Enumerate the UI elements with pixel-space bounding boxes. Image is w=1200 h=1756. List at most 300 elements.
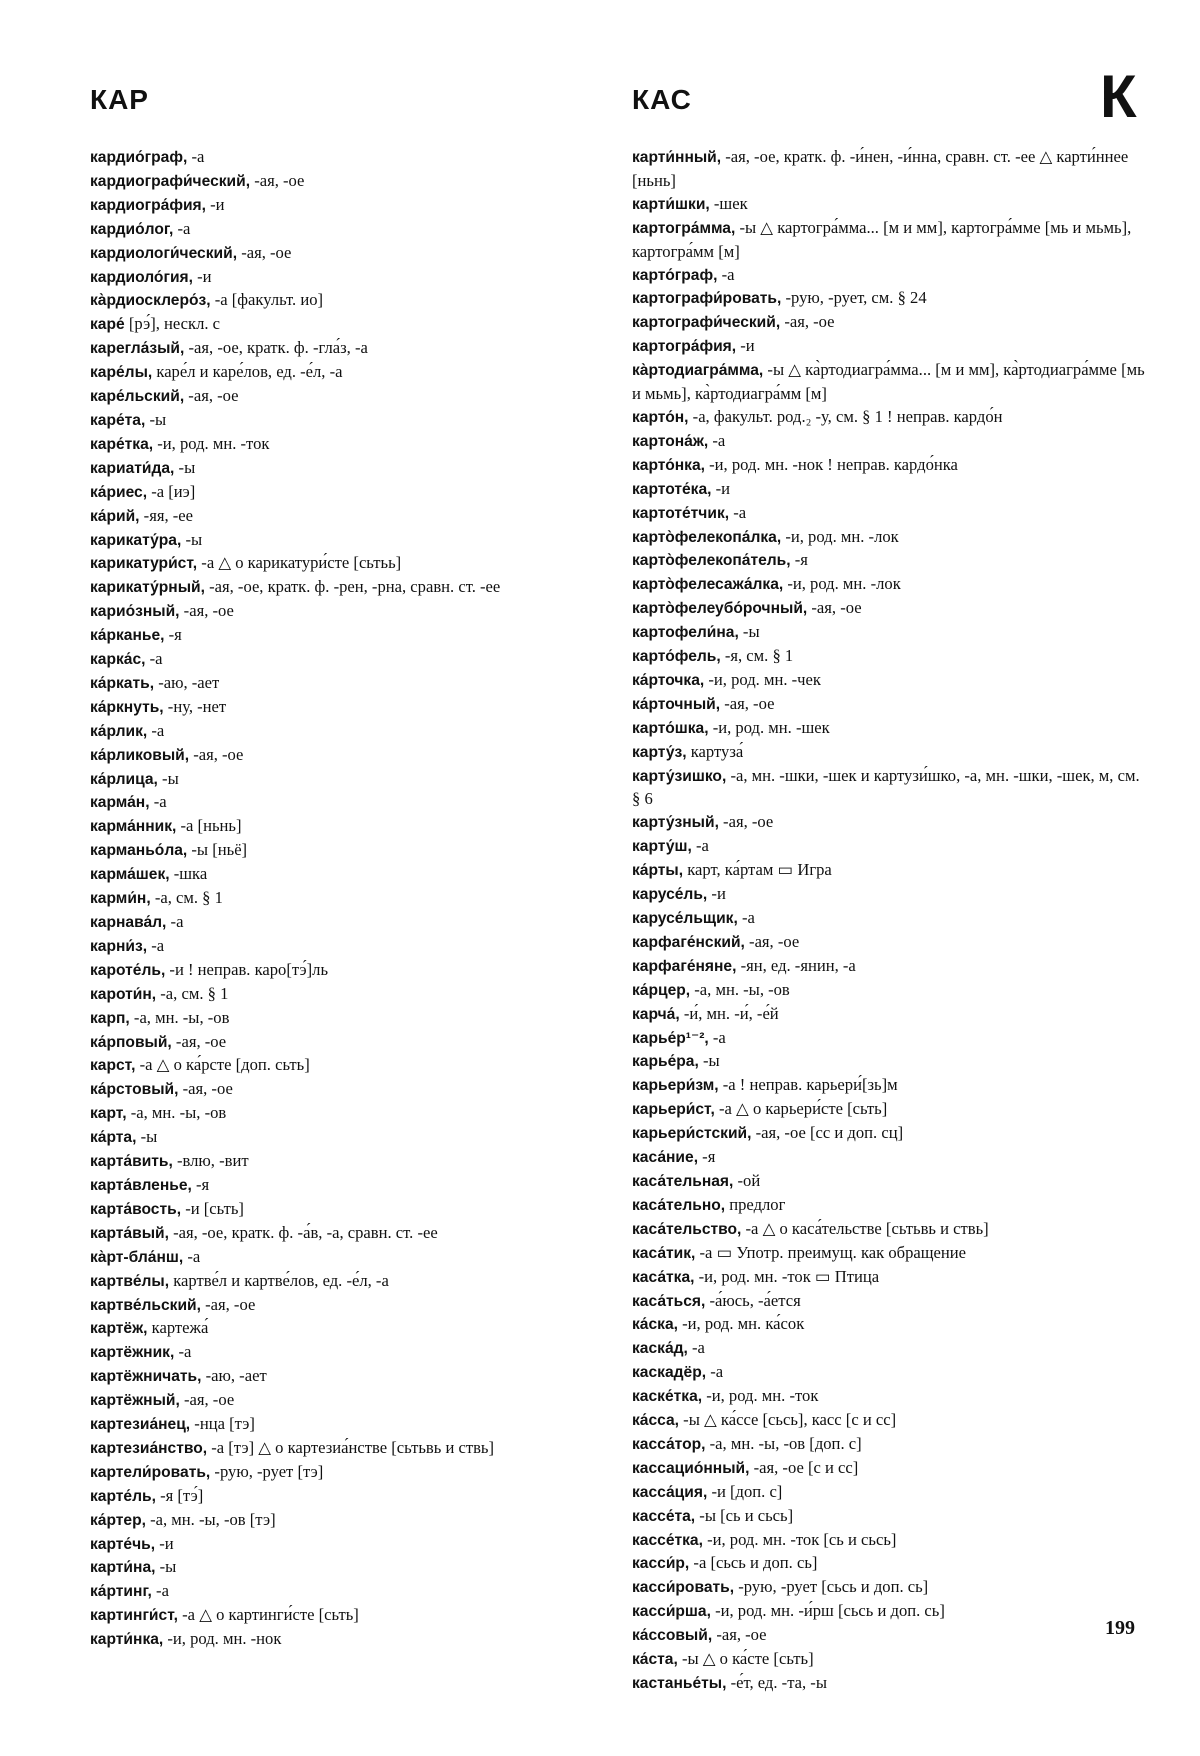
dictionary-entry	[632, 549, 1150, 573]
entry-headword: картоте́ка,	[632, 480, 712, 498]
entry-headword: каса́ние,	[632, 1149, 699, 1167]
entry-headword: каса́тельно,	[632, 1196, 726, 1214]
dictionary-entry	[632, 311, 1150, 335]
page-number: 199	[1105, 1617, 1135, 1639]
entry-grammar: -а, см. § 1	[150, 888, 223, 908]
entry-grammar: -а	[149, 792, 167, 812]
dictionary-entry	[90, 505, 608, 529]
entry-headword: карма́н,	[90, 794, 150, 812]
entry-headword: каскадёр,	[632, 1364, 707, 1382]
entry-headword: карто́фель,	[632, 648, 721, 666]
entry-headword: карикату́ра,	[90, 531, 182, 549]
entry-grammar: -а	[737, 908, 755, 927]
dictionary-entry	[632, 835, 1150, 859]
entry-headword: карма́нник,	[90, 818, 177, 836]
dictionary-entry	[632, 883, 1150, 907]
entry-grammar: -я [тэ́]	[155, 1485, 204, 1505]
dictionary-entry	[90, 672, 608, 696]
entry-headword: картинги́ст,	[90, 1607, 178, 1625]
entry-headword: карусе́ль,	[632, 886, 708, 904]
entry-grammar: -влю, -вит	[172, 1151, 249, 1171]
dictionary-entry	[90, 361, 608, 385]
entry-grammar: -а	[145, 649, 163, 669]
dictionary-entry	[90, 1365, 608, 1389]
entry-grammar: -ая, -ое [с и сс]	[749, 1457, 859, 1477]
dictionary-entry	[90, 1126, 608, 1150]
entry-grammar: -а [тэ] △ о картезиа́нстве [сьтьвь и ствь]	[207, 1437, 495, 1457]
dictionary-entry	[632, 287, 1150, 311]
dictionary-entry	[90, 1198, 608, 1222]
dictionary-entry	[90, 1270, 608, 1294]
entry-headword: ка́рта,	[90, 1129, 137, 1147]
entry-grammar: -а	[687, 1338, 705, 1358]
entry-grammar: -аю, -ает	[154, 672, 220, 692]
dictionary-entry	[90, 1054, 608, 1078]
dictionary-entry	[90, 289, 608, 313]
entry-grammar: -ы	[698, 1051, 720, 1071]
entry-grammar: -а	[691, 836, 709, 856]
dictionary-entry	[90, 720, 608, 744]
dictionary-entry	[90, 433, 608, 457]
dictionary-entry	[90, 552, 608, 576]
entry-headword: карто́граф,	[632, 266, 718, 284]
entry-headword: ка́риес,	[90, 483, 148, 501]
entry-grammar: -и	[192, 266, 212, 286]
entry-headword: ка̀рт-бла́нш,	[90, 1248, 184, 1266]
entry-headword: карча́,	[632, 1005, 680, 1023]
entry-headword: ка́рлик,	[90, 722, 148, 740]
entry-headword: ка́ссовый,	[632, 1627, 713, 1645]
dictionary-entry	[632, 1122, 1150, 1146]
entry-headword: картёжничать,	[90, 1368, 202, 1386]
entry-grammar: -а [ньнь]	[176, 816, 242, 836]
dictionary-entry	[90, 863, 608, 887]
entry-headword: касси́р,	[632, 1555, 690, 1573]
dictionary-entry	[632, 1409, 1150, 1433]
dictionary-entry	[632, 1050, 1150, 1074]
dictionary-entry	[90, 983, 608, 1007]
entry-headword: карта́вленье,	[90, 1176, 192, 1194]
entry-headword: карту́зный,	[632, 814, 719, 832]
entry-grammar: -ая, -ое	[718, 812, 774, 832]
dictionary-entry	[632, 979, 1150, 1003]
entry-grammar: -ы	[157, 768, 179, 788]
entry-grammar: -а	[187, 147, 205, 166]
entry-grammar: -шка	[169, 864, 208, 884]
entry-headword: карье́ра,	[632, 1053, 699, 1071]
entry-headword: каска́д,	[632, 1340, 688, 1358]
entry-grammar: -я	[191, 1174, 210, 1194]
dictionary-entry	[90, 1222, 608, 1246]
entry-headword: картогра́фия,	[632, 338, 737, 356]
dictionary-entry	[632, 1481, 1150, 1505]
entry-grammar: -ы [ньё]	[187, 840, 248, 860]
entry-headword: карнава́л,	[90, 914, 167, 931]
entry-headword: ка́рцер,	[632, 981, 691, 999]
dictionary-entry	[632, 502, 1150, 526]
entry-headword: кароте́ль,	[90, 961, 166, 979]
entry-grammar: -а [факульт. ио]	[210, 290, 324, 310]
dictionary-entry	[90, 266, 608, 290]
entry-grammar: -ы	[155, 1557, 177, 1577]
dictionary-entry	[632, 573, 1150, 597]
dictionary-entry	[632, 621, 1150, 645]
running-header-right: КАС	[632, 84, 692, 115]
entry-grammar: -е́т, ед. -та, -ы	[726, 1673, 827, 1692]
entry-headword: картве́лы,	[90, 1272, 170, 1290]
entry-headword: касси́ровать,	[632, 1579, 735, 1597]
entry-grammar: -а	[147, 720, 165, 740]
dictionary-entry	[90, 313, 608, 337]
entry-headword: картёжник,	[90, 1344, 175, 1362]
entry-headword: карст,	[90, 1057, 136, 1075]
dictionary-entry	[632, 597, 1150, 621]
entry-headword: карми́н,	[90, 890, 151, 908]
entry-headword: карка́с,	[90, 651, 146, 669]
dictionary-entry	[632, 669, 1150, 693]
entry-headword: ка́ркать,	[90, 674, 155, 692]
entry-headword: кассацио́нный,	[632, 1459, 750, 1477]
entry-grammar: -ы	[174, 457, 196, 477]
dictionary-entry	[632, 1290, 1150, 1314]
entry-headword: карма́шек,	[90, 866, 170, 884]
entry-grammar: -ы	[145, 409, 167, 429]
dictionary-entry	[632, 1242, 1150, 1266]
entry-headword: картоте́тчик,	[632, 504, 730, 522]
dictionary-entry	[90, 1174, 608, 1198]
entry-grammar: -рую, -рует [тэ]	[210, 1461, 324, 1481]
entry-grammar: -я, см. § 1	[720, 646, 794, 666]
dictionary-entry	[90, 242, 608, 266]
dictionary-entry	[90, 815, 608, 839]
entry-grammar: -и	[205, 194, 225, 214]
entry-grammar: -ая, -ое	[720, 693, 775, 713]
entry-grammar: -а	[729, 502, 747, 522]
dictionary-entry	[90, 648, 608, 672]
entry-headword: карегла́зый,	[90, 340, 185, 358]
dictionary-entry	[632, 430, 1150, 454]
dictionary-column-left	[90, 146, 608, 1652]
entry-headword: карти́шки,	[632, 195, 710, 213]
dictionary-entry	[90, 696, 608, 720]
entry-headword: касса́ция,	[632, 1483, 708, 1501]
dictionary-entry	[632, 1624, 1150, 1648]
dictionary-entry	[90, 1413, 608, 1437]
dictionary-entry	[632, 693, 1150, 717]
entry-grammar: -а △ о карьери́сте [сьть]	[714, 1099, 888, 1119]
dictionary-entry	[632, 907, 1150, 931]
dictionary-entry	[90, 1461, 608, 1485]
entry-grammar: -а	[183, 1246, 201, 1266]
dictionary-entry	[90, 218, 608, 242]
dictionary-entry	[632, 264, 1150, 288]
dictionary-column-right	[632, 146, 1150, 1696]
entry-headword: ка́ркнуть,	[90, 698, 164, 716]
entry-grammar: -а	[147, 935, 165, 955]
entry-grammar: -я	[698, 1147, 716, 1167]
entry-grammar: -а	[173, 218, 191, 238]
entry-headword: карьери́стский,	[632, 1125, 752, 1143]
entry-headword: ка̀ртодиагра́мма,	[632, 362, 764, 380]
dictionary-entry	[632, 859, 1150, 883]
entry-headword: ка̀рдиосклеро́з,	[90, 292, 211, 310]
entry-headword: картезиа́нец,	[90, 1416, 191, 1434]
dictionary-entry	[90, 1556, 608, 1580]
entry-grammar: -ну, -нет	[163, 696, 227, 716]
entry-headword: карьери́ст,	[632, 1101, 715, 1119]
entry-headword: ка́ста,	[632, 1651, 678, 1669]
entry-grammar: [рэ́], нескл. с	[124, 314, 221, 334]
dictionary-entry	[90, 1341, 608, 1365]
entry-headword: карту́ш,	[632, 838, 692, 856]
entry-headword: картографи́ческий,	[632, 314, 781, 332]
entry-grammar: -а	[174, 1342, 192, 1362]
dictionary-entry	[90, 1102, 608, 1126]
dictionary-entry	[632, 193, 1150, 217]
dictionary-entry	[90, 935, 608, 959]
dictionary-entry	[632, 1074, 1150, 1098]
dictionary-entry	[90, 768, 608, 792]
entry-headword: каса́тик,	[632, 1244, 696, 1262]
entry-grammar: -а, мн. -ы, -ов	[129, 1007, 230, 1027]
entry-grammar: -ая, -ое	[171, 1031, 227, 1051]
entry-grammar: -и	[711, 478, 731, 498]
entry-grammar: -а, мн. -ы, -ов	[690, 979, 790, 999]
entry-grammar: -ы △ ка̀ртодиагра́мма... [м и мм], ка̀ртодиагра́мме [мь и мьмь], ка̀ртодиагра́мм [м]	[632, 360, 1145, 404]
dictionary-entry	[90, 385, 608, 409]
entry-grammar: -а △ о каса́тельстве [сьтьвь и ствь]	[741, 1218, 989, 1238]
dictionary-entry	[90, 409, 608, 433]
entry-headword: кариати́да,	[90, 459, 175, 477]
dictionary-entry	[632, 1505, 1150, 1529]
entry-headword: карни́з,	[90, 937, 148, 955]
entry-headword: карте́чь,	[90, 1535, 156, 1553]
entry-headword: карто́н,	[632, 408, 689, 426]
entry-grammar: -ая, -ое	[179, 1390, 235, 1410]
dictionary-entry	[90, 194, 608, 218]
entry-headword: касса́тор,	[632, 1435, 706, 1453]
dictionary-entry	[632, 645, 1150, 669]
entry-grammar: -а, факульт. род.₂ -у, см. § 1 ! неправ. кардо́н	[688, 406, 1003, 426]
entry-grammar: -а́юсь, -а́ется	[705, 1290, 801, 1310]
dictionary-entry	[90, 1078, 608, 1102]
dictionary-entry	[90, 1580, 608, 1604]
dictionary-entry	[90, 1628, 608, 1652]
dictionary-entry	[632, 1194, 1150, 1218]
entry-grammar: -и, род. мн. -ток ▭ Птица	[694, 1266, 880, 1286]
entry-grammar: -и, род. мн. -лок	[783, 574, 901, 594]
entry-grammar: -ы △ ка́ссе [сьсь], касс [с и сс]	[679, 1410, 897, 1430]
entry-headword: каре́та,	[90, 411, 146, 429]
entry-headword: карта́вый,	[90, 1224, 169, 1242]
entry-headword: карта́вость,	[90, 1200, 182, 1218]
entry-grammar: картежа́	[147, 1318, 209, 1338]
entry-grammar: предлог	[725, 1194, 786, 1214]
dictionary-entry	[90, 146, 608, 170]
entry-headword: кастанье́ты,	[632, 1675, 727, 1692]
entry-headword: картве́льский,	[90, 1296, 201, 1314]
entry-grammar: -и	[707, 884, 726, 904]
entry-grammar: -и́, мн. -и́, -е́й	[679, 1003, 779, 1023]
entry-headword: ка́рликовый,	[90, 746, 190, 764]
entry-headword: картографи́ровать,	[632, 290, 782, 308]
entry-headword: кардиографи́ческий,	[90, 172, 251, 190]
dictionary-entry	[632, 1218, 1150, 1242]
dictionary-entry	[632, 811, 1150, 835]
entry-grammar: картве́л и картве́лов, ед. -е́л, -а	[169, 1270, 389, 1290]
entry-grammar: -ая, -ое, кратк. ф. -рен, -рна, сравн. ст. -ее	[204, 577, 501, 597]
dictionary-entry	[90, 1389, 608, 1413]
dictionary-entry	[90, 959, 608, 983]
dictionary-entry	[90, 911, 608, 935]
entry-headword: карто́шка,	[632, 719, 709, 737]
entry-grammar: -и	[155, 1533, 174, 1553]
dictionary-entry	[632, 1457, 1150, 1481]
entry-headword: карту́з,	[632, 743, 687, 761]
entry-headword: карманьо́ла,	[90, 842, 188, 860]
entry-headword: кардиогра́фия,	[90, 196, 206, 214]
dictionary-entry	[632, 1170, 1150, 1194]
entry-headword: каса́тельство,	[632, 1220, 742, 1238]
dictionary-entry	[632, 1576, 1150, 1600]
entry-headword: карфаге́няне,	[632, 957, 737, 975]
entry-headword: каре́лы,	[90, 364, 153, 382]
entry-headword: карьери́зм,	[632, 1077, 719, 1095]
entry-grammar: карт, ка́ртам ▭ Игра	[683, 860, 832, 880]
dictionary-entry	[90, 1533, 608, 1557]
entry-grammar: -я	[164, 625, 182, 645]
dictionary-entry	[90, 1294, 608, 1318]
dictionary-entry	[632, 478, 1150, 502]
dictionary-entry	[632, 526, 1150, 550]
dictionary-entry	[632, 359, 1150, 406]
entry-headword: каре́тка,	[90, 435, 154, 453]
entry-headword: картели́ровать,	[90, 1463, 211, 1481]
entry-grammar: -аю, -ает	[201, 1366, 267, 1386]
entry-headword: ка́рканье,	[90, 627, 165, 645]
dictionary-entry	[632, 454, 1150, 478]
entry-grammar: -ая, -ое	[712, 1625, 767, 1645]
dictionary-entry	[632, 741, 1150, 765]
entry-grammar: -а, мн. -ы, -ов [доп. с]	[705, 1433, 862, 1453]
entry-grammar: -ая, -ое	[807, 598, 862, 618]
entry-grammar: -ая, -ое	[744, 931, 800, 951]
entry-grammar: -ая, -ое	[237, 242, 292, 262]
entry-headword: кардиоло́гия,	[90, 268, 193, 286]
entry-headword: карио́зный,	[90, 603, 180, 621]
dictionary-entry	[632, 1313, 1150, 1337]
entry-grammar: -и ! неправ. каро[тэ́]ль	[165, 959, 329, 979]
dictionary-entry	[90, 576, 608, 600]
dictionary-entry	[632, 335, 1150, 359]
section-letter: К	[1100, 63, 1137, 130]
entry-headword: карто̀фелекопа́тель,	[632, 552, 791, 570]
entry-grammar: -ой	[733, 1170, 761, 1190]
entry-grammar: -ы	[738, 622, 760, 642]
entry-headword: каре́	[90, 316, 125, 334]
dictionary-entry	[90, 1031, 608, 1055]
dictionary-entry	[632, 1385, 1150, 1409]
entry-grammar: каре́л и каре́лов, ед. -е́л, -а	[152, 362, 343, 382]
dictionary-entry	[90, 600, 608, 624]
entry-grammar: -и, род. мн. -нок ! неправ. кардо́нка	[704, 454, 958, 474]
dictionary-entry	[90, 1485, 608, 1509]
entry-grammar: -ы [сь и сьсь]	[695, 1505, 794, 1525]
entry-grammar: -а, мн. -шки, -шек и картузи́шко, -а, мн. -шки, -шек, м, см. § 6	[632, 765, 1140, 809]
dictionary-entry	[632, 1003, 1150, 1027]
entry-grammar: -а [иэ]	[147, 481, 196, 501]
entry-grammar: -и, род. мн. -ток	[153, 433, 270, 453]
entry-grammar: -и, род. мн. -ток [сь и сьсь]	[702, 1529, 897, 1549]
dictionary-entry	[90, 529, 608, 553]
dictionary-entry	[90, 337, 608, 361]
entry-headword: ка́ртинг,	[90, 1583, 152, 1601]
entry-headword: кардиологи́ческий,	[90, 244, 238, 262]
entry-grammar: -и	[736, 336, 755, 356]
entry-headword: каса́тельная,	[632, 1172, 734, 1190]
entry-headword: каса́тка,	[632, 1268, 695, 1286]
entry-grammar: -и, род. мн. -шек	[708, 717, 830, 737]
entry-grammar: -и, род. мн. ка́сок	[677, 1314, 805, 1334]
entry-grammar: -а	[708, 430, 726, 450]
dictionary-entry	[632, 1529, 1150, 1553]
entry-grammar: -ая, -ое, кратк. ф. -и́нен, -и́нна, сравн. ст. -ее △ карти́ннее [ньнь]	[632, 147, 1129, 190]
entry-grammar: -и, род. мн. -ток	[702, 1386, 819, 1406]
entry-grammar: -а	[717, 264, 735, 284]
entry-grammar: -и, род. мн. -чек	[704, 669, 821, 689]
entry-grammar: -а	[151, 1581, 169, 1601]
entry-grammar: -а	[708, 1027, 726, 1047]
entry-headword: ка́рий,	[90, 507, 140, 525]
entry-grammar: -ая, -ое, кратк. ф. -гла́з, -а	[184, 338, 368, 358]
entry-headword: карто̀фелесажа́лка,	[632, 576, 784, 594]
entry-grammar: -ая, -ое	[189, 744, 244, 764]
entry-grammar: -рую, -рует [сьсь и доп. сь]	[734, 1577, 929, 1597]
entry-headword: ка́рстовый,	[90, 1081, 179, 1099]
entry-headword: ка́рповый,	[90, 1033, 172, 1051]
entry-grammar: картуза́	[686, 741, 744, 761]
entry-headword: карье́р¹⁻²,	[632, 1029, 709, 1047]
entry-headword: карто̀фелеубо́рочный,	[632, 600, 808, 618]
entry-grammar: -а, мн. -ы, -ов [тэ]	[145, 1509, 276, 1529]
dictionary-entry	[90, 839, 608, 863]
entry-headword: карту́зишко,	[632, 767, 727, 785]
dictionary-entry	[90, 887, 608, 911]
entry-grammar: -и [доп. с]	[707, 1481, 783, 1501]
dictionary-entry	[632, 1098, 1150, 1122]
entry-grammar: -и, род. мн. -нок	[163, 1629, 282, 1649]
dictionary-entry	[632, 1672, 1150, 1696]
entry-headword: карти́нный,	[632, 149, 722, 166]
entry-headword: каса́ться,	[632, 1292, 706, 1310]
dictionary-entry	[90, 1150, 608, 1174]
running-header-left: КАР	[90, 84, 149, 115]
entry-grammar: -и [сьть]	[181, 1198, 244, 1218]
dictionary-entry	[90, 744, 608, 768]
entry-headword: карти́на,	[90, 1559, 156, 1577]
entry-grammar: -ая, -ое	[178, 1079, 233, 1099]
entry-headword: ка́рлица,	[90, 770, 158, 788]
entry-grammar: -ы	[181, 529, 203, 549]
entry-grammar: -ая, -ое [сс и доп. сц]	[751, 1123, 904, 1143]
dictionary-entry	[632, 955, 1150, 979]
dictionary-entry	[632, 765, 1150, 812]
entry-grammar: -а	[706, 1362, 724, 1382]
entry-headword: ка́ска,	[632, 1316, 678, 1334]
dictionary-entry	[632, 1266, 1150, 1290]
entry-headword: картёжный,	[90, 1392, 180, 1410]
entry-headword: касси́рша,	[632, 1603, 711, 1621]
